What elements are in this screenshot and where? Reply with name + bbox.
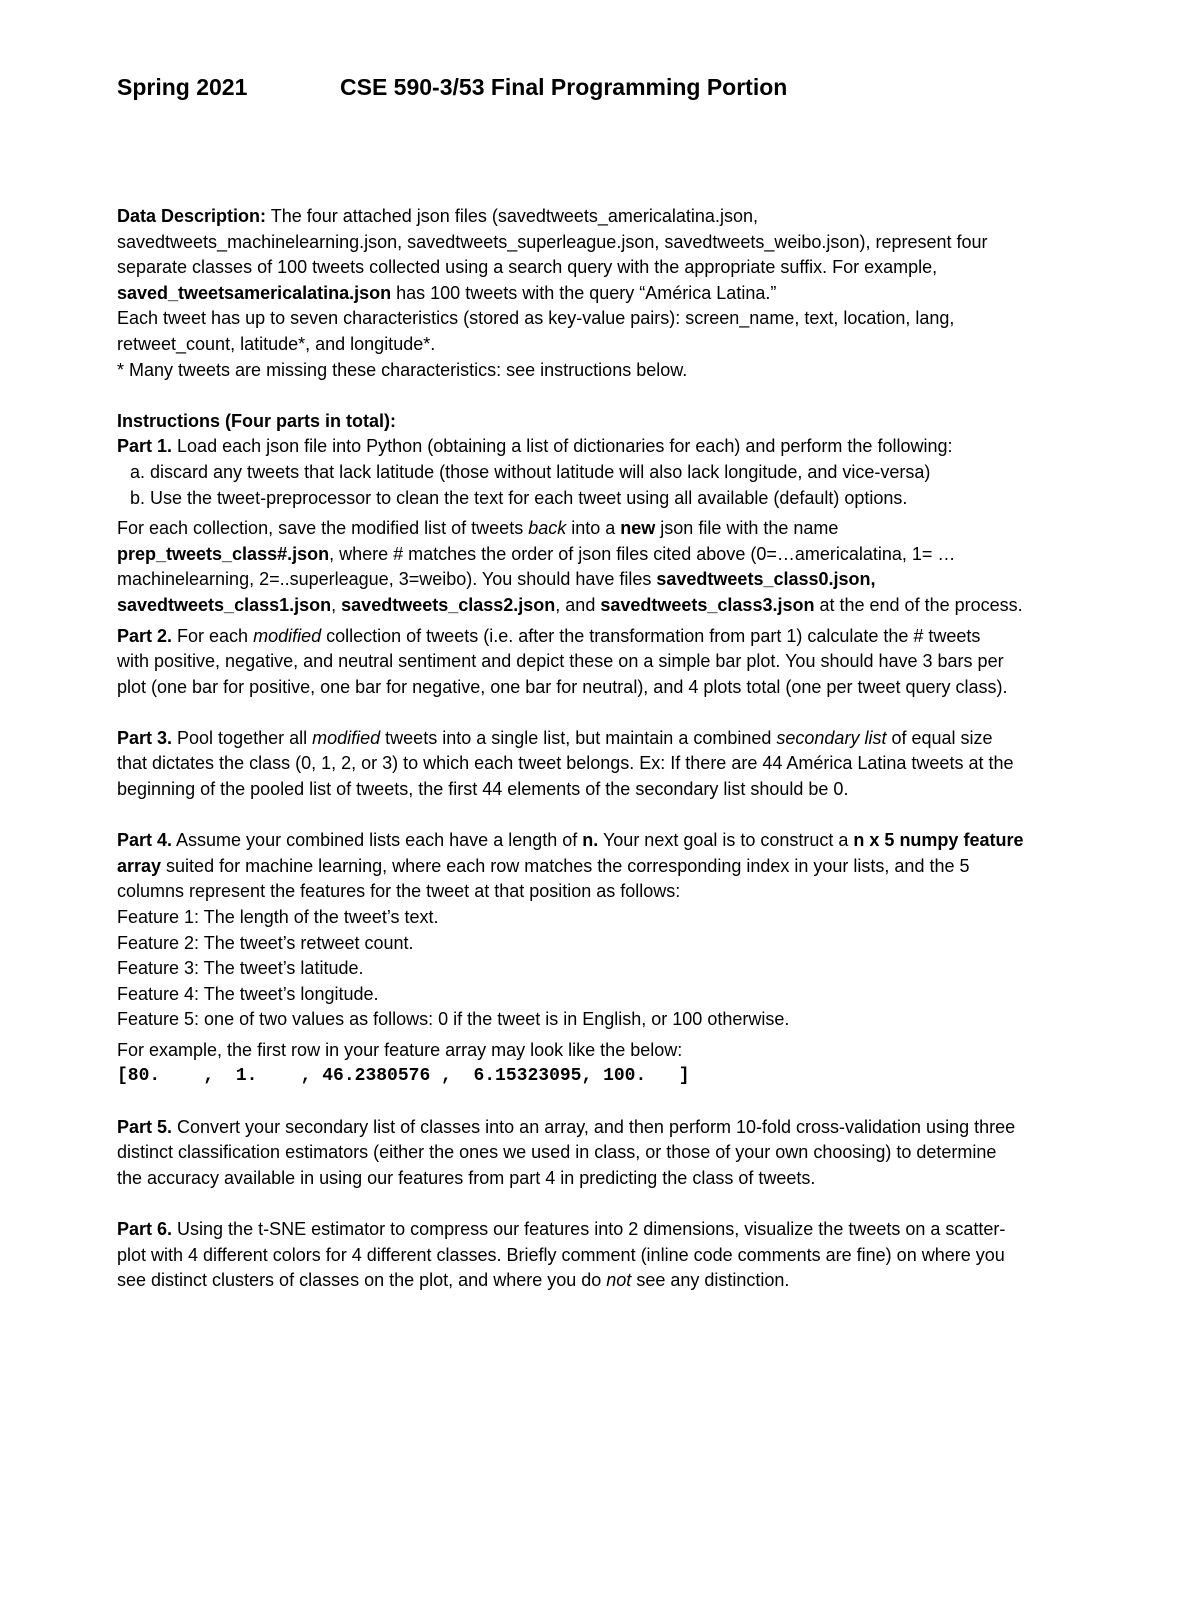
part-label: Part 2. bbox=[117, 625, 173, 646]
text-run: Pool together all bbox=[172, 727, 313, 748]
document-body bbox=[117, 204, 1107, 1294]
paragraph-line: the accuracy available in using our features from part 4 in predicting the class of tweets. bbox=[117, 1167, 816, 1188]
text-run: into a bbox=[566, 518, 621, 539]
paragraph-line bbox=[117, 624, 1107, 650]
text-run: , where # matches the order of json files cited above (0=…americalatina, 1= … bbox=[329, 543, 956, 564]
filename: savedtweets_class1.json bbox=[117, 594, 332, 615]
emphasis: back bbox=[528, 518, 567, 539]
text-run: collection of tweets (i.e. after the transformation from part 1) calculate the # tweets bbox=[321, 625, 981, 646]
text-run: has 100 tweets with the query “América Latina.” bbox=[391, 282, 777, 303]
section-label: Data Description: bbox=[117, 206, 267, 226]
part-label: Part 1. bbox=[117, 436, 173, 457]
part-1-section bbox=[117, 434, 1107, 618]
feature-item: Feature 1: The length of the tweet’s text. bbox=[117, 907, 439, 928]
paragraph-line bbox=[117, 281, 1107, 307]
paragraph-line: with positive, negative, and neutral sentiment and depict these on a simple bar plot. You should have 3 bars per bbox=[117, 651, 1004, 672]
paragraph-line: distinct classification estimators (either the ones we used in class, or those of your own choosing) to determine bbox=[117, 1142, 997, 1163]
data-description-section bbox=[117, 204, 1107, 383]
part-4-section bbox=[117, 828, 1107, 1089]
part-label: Part 5. bbox=[117, 1116, 173, 1137]
heading-text: Instructions (Four parts in total): bbox=[117, 410, 396, 431]
feature-item: Feature 2: The tweet’s retweet count. bbox=[117, 932, 414, 953]
term-label: Spring 2021 bbox=[117, 74, 248, 100]
text-run: For each collection, save the modified list of tweets bbox=[117, 518, 529, 539]
text-run: Your next goal is to construct a bbox=[598, 830, 854, 851]
emphasis: not bbox=[606, 1270, 632, 1291]
text-run: see any distinction. bbox=[631, 1270, 790, 1291]
text-run: machinelearning, 2=..superleague, 3=weibo). You should have files bbox=[117, 569, 657, 590]
text-run: Convert your secondary list of classes into an array, and then perform 10-fold cross-validation using three bbox=[172, 1116, 1016, 1137]
part-2-section bbox=[117, 624, 1107, 701]
text-run: of equal size bbox=[886, 727, 993, 748]
paragraph-line: that dictates the class (0, 1, 2, or 3) to which each tweet belongs. Ex: If there are 44 América Latina tweets at the bbox=[117, 753, 1014, 774]
paragraph-line: retweet_count, latitude*, and longitude*. bbox=[117, 333, 436, 354]
list-item-a: a. discard any tweets that lack latitude (those without latitude will also lack longitude, and vice-versa) bbox=[130, 461, 931, 482]
paragraph-line: columns represent the features for the tweet at that position as follows: bbox=[117, 881, 681, 902]
feature-item: Feature 3: The tweet’s latitude. bbox=[117, 958, 364, 979]
text-run: json file with the name bbox=[655, 518, 839, 539]
paragraph-line bbox=[117, 516, 1107, 542]
part-5-section bbox=[117, 1115, 1107, 1192]
paragraph-line bbox=[117, 1268, 1107, 1294]
part-3-section bbox=[117, 726, 1107, 803]
paragraph-line bbox=[117, 828, 1107, 854]
text-run: suited for machine learning, where each row matches the corresponding index in your lists, and the 5 bbox=[161, 855, 970, 876]
text-run: , and bbox=[555, 594, 601, 615]
instructions-heading bbox=[117, 409, 1107, 435]
part-label: Part 4. bbox=[117, 830, 173, 851]
filename: savedtweets_class3.json bbox=[600, 594, 815, 615]
filename: savedtweets_class2.json bbox=[341, 594, 556, 615]
part-label: Part 6. bbox=[117, 1219, 173, 1240]
part-label: Part 3. bbox=[117, 727, 173, 748]
paragraph-line bbox=[117, 204, 1107, 230]
paragraph-line bbox=[117, 593, 1107, 619]
paragraph-line: For example, the first row in your feature array may look like the below: bbox=[117, 1040, 683, 1060]
emphasis: modified bbox=[312, 727, 381, 748]
text-run: Load each json file into Python (obtaining a list of dictionaries for each) and perform the following: bbox=[172, 436, 953, 457]
paragraph-line: separate classes of 100 tweets collected using a search query with the appropriate suffix. For example, bbox=[117, 257, 938, 278]
list-item-b: b. Use the tweet-preprocessor to clean the text for each tweet using all available (default) options. bbox=[130, 487, 908, 508]
text-run: For each bbox=[172, 625, 254, 646]
emphasis: new bbox=[620, 518, 656, 539]
feature-item: Feature 4: The tweet’s longitude. bbox=[117, 983, 379, 1004]
paragraph-line bbox=[117, 567, 1107, 593]
paragraph-line: savedtweets_machinelearning.json, savedtweets_superleague.json, savedtweets_weibo.json), represent four bbox=[117, 231, 988, 252]
paragraph-line: plot (one bar for positive, one bar for negative, one bar for neutral), and 4 plots total (one per tweet query class). bbox=[117, 676, 1008, 697]
part-6-section bbox=[117, 1217, 1107, 1294]
paragraph-line bbox=[117, 542, 1107, 568]
emphasis: n. bbox=[582, 830, 599, 851]
filename: savedtweets_class0.json, bbox=[656, 569, 876, 590]
paragraph-line: beginning of the pooled list of tweets, the first 44 elements of the secondary list should be 0. bbox=[117, 779, 849, 800]
feature-item: Feature 5: one of two values as follows: 0 if the tweet is in English, or 100 otherwise. bbox=[117, 1009, 790, 1030]
paragraph-line bbox=[117, 1217, 1107, 1243]
paragraph-line bbox=[117, 854, 1107, 880]
filename: prep_tweets_class#.json bbox=[117, 543, 330, 564]
paragraph-line: plot with 4 different colors for 4 different classes. Briefly comment (inline code comments are fine) on where you bbox=[117, 1244, 1005, 1265]
paragraph-line: * Many tweets are missing these characteristics: see instructions below. bbox=[117, 359, 688, 380]
document-header bbox=[117, 74, 1117, 104]
emphasis: n x 5 numpy feature bbox=[853, 830, 1024, 851]
code-example: [80. , 1. , 46.2380576 , 6.15323095, 100. ] bbox=[117, 1065, 690, 1086]
paragraph-line bbox=[117, 1115, 1107, 1141]
filename: saved_tweetsamericalatina.json bbox=[117, 282, 392, 303]
text-run: Using the t-SNE estimator to compress our features into 2 dimensions, visualize the tweets on a scatter- bbox=[172, 1219, 1006, 1240]
paragraph-line bbox=[117, 434, 1107, 460]
course-title: CSE 590-3/53 Final Programming Portion bbox=[340, 74, 788, 100]
text-run: tweets into a single list, but maintain a combined bbox=[380, 727, 777, 748]
emphasis: secondary list bbox=[776, 727, 887, 748]
emphasis: modified bbox=[253, 625, 322, 646]
paragraph-line bbox=[117, 726, 1107, 752]
paragraph-line: Each tweet has up to seven characteristics (stored as key-value pairs): screen_name, text, location, lang, bbox=[117, 308, 955, 329]
text-run: The four attached json files (savedtweets_americalatina.json, bbox=[266, 206, 758, 226]
text-run: Assume your combined lists each have a length of bbox=[172, 830, 583, 851]
text-run: , bbox=[331, 594, 342, 615]
text-run: see distinct clusters of classes on the plot, and where you do bbox=[117, 1270, 607, 1291]
emphasis: array bbox=[117, 855, 162, 876]
text-run: at the end of the process. bbox=[814, 594, 1023, 615]
